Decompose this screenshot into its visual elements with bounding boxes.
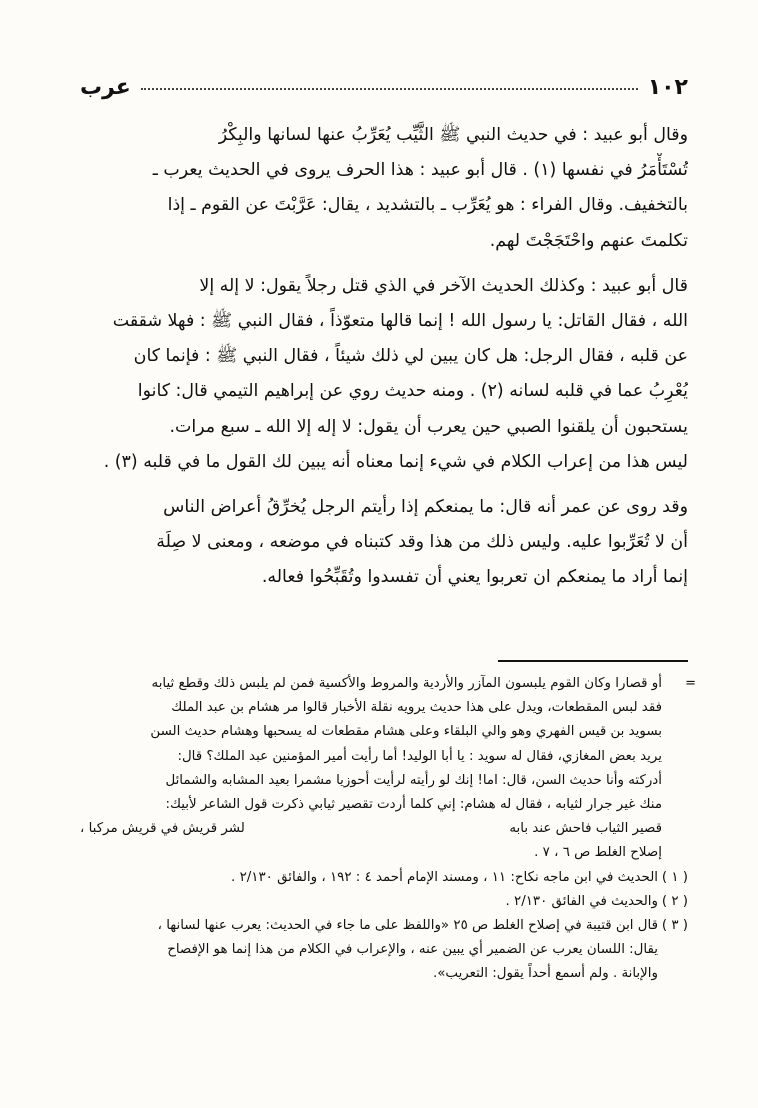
- paragraph-1: [80, 118, 688, 259]
- paragraph-2: [80, 269, 688, 480]
- footnote-line: أدركته وأنا حديث السن، قال: اما! إنك لو رأيته لرأيت أحوزيا مشمرا بعيد المشابه والشمائل: [165, 772, 662, 788]
- text-line: عن قلبه ، فقال الرجل: هل كان يبين لي ذلك شيئاً ، فقال النبي ﷺ : فإنما كان: [133, 346, 688, 367]
- footnote-line: بسويد بن قيس الفهري وهو والي البلقاء وعلى هشام مقطعات له يسحبها وهشام حديث السن: [150, 724, 662, 740]
- footnote-line: والحديث في الفائق ٢/١٣٠ .: [505, 893, 658, 909]
- footnote-continuation: [80, 672, 696, 866]
- page-number: ١٠٢: [647, 74, 688, 100]
- footnote-3: [80, 914, 688, 987]
- footnote-line: والإبانة . ولم أسمع أحداً يقول: التعريب».: [432, 966, 658, 982]
- footnote-line: فقد لبس المقطعات، ويدل على هذا حديث يرويه نقلة الأخبار قالوا مر هشام بن عبد الملك: [171, 700, 662, 716]
- text-line: الله ، فقال القاتل: يا رسول الله ! إنما قالها متعوّذاً ، فقال النبي ﷺ : فهلا شققت: [112, 311, 688, 332]
- footnote-1: [80, 866, 688, 890]
- page: [80, 0, 696, 1108]
- continuation-end: [80, 841, 688, 865]
- footnotes: [80, 672, 696, 987]
- footnote-line: يريد بعض المغازي، فقال له سويد : يا أبا الوليد! أما رأيت أمير المؤمنين عبد الملك؟ قال:: [177, 748, 662, 764]
- verse-second-hemistich: لشر قريش في قريش مركبا ،: [80, 821, 245, 837]
- footnote-number: ( ٢ ): [661, 893, 688, 909]
- paragraph-3: [80, 490, 688, 596]
- footnote-body: [80, 914, 658, 987]
- header-dotted-leader: [141, 88, 638, 90]
- footnote-line: الحديث في ابن ماجه نكاح: ١١ ، ومسند الإمام أحمد ٤ : ١٩٢ ، والفائق ٢/١٣٠ .: [231, 869, 658, 885]
- verse-first-hemistich: قصير الثياب فاحش عند بابه: [509, 821, 662, 837]
- footnote-separator-rule: [498, 660, 688, 662]
- continuation-mark: =: [685, 676, 696, 691]
- footnote-2: [80, 890, 688, 914]
- text-line: بالتخفيف. وقال الفراء : هو يُعَرِّب ـ بالتشديد ، يقال: عَرَّبْتَ عن القوم ـ إذا: [167, 195, 688, 216]
- footnote-line: يقال: اللسان يعرب عن الضمير أي يبين عنه ، والإعراب في الكلام من هذا إنما هو الإفصاح: [167, 942, 658, 958]
- main-text: [80, 118, 688, 606]
- footnote-body: [80, 866, 658, 890]
- footnote-line: قال ابن قتيبة في إصلاح الغلط ص ٢٥ «واللفظ على ما جاء في الحديث: يعرب عنها لسانها ،: [157, 918, 658, 934]
- footnote-number: ( ٣ ): [661, 918, 688, 934]
- text-line: يستحبون أن يلقنوا الصبي حين يعرب أن يقول: لا إله إلا الله ـ سبع مرات.: [169, 416, 688, 437]
- text-line: قال أبو عبيد : وكذلك الحديث الآخر في الذي قتل رجلاً يقول: لا إله إلا: [199, 275, 688, 296]
- text-line: وقد روى عن عمر أنه قال: ما يمنعكم إذا رأيتم الرجل يُخرِّقُ أعراض الناس: [163, 497, 688, 518]
- poetry-verse: [80, 817, 688, 841]
- text-line: ليس هذا من إعراب الكلام في شيء إنما معناه أنه يبين لك القول ما في قلبه (٣) .: [103, 451, 688, 472]
- text-line: إنما أراد ما يمنعكم ان تعربوا يعني أن تفسدوا وتُقَبِّحُوا فعاله.: [261, 567, 688, 588]
- footnote-line: إصلاح الغلط ص ٦ ، ٧ .: [534, 845, 662, 861]
- continuation-text: [80, 672, 688, 817]
- running-header: [80, 72, 688, 102]
- text-line: وقال أبو عبيد : في حديث النبي ﷺ الثَّيِّب يُعَرِّبُ عنها لسانها والبِكْرُ: [218, 125, 688, 145]
- text-line: يُعْرِبُ عما في قلبه لسانه (٢) . ومنه حديث روي عن إبراهيم التيمي قال: كانوا: [137, 381, 688, 402]
- text-line: تكلمتَ عنهم واحْتَجَجْتَ لهم.: [489, 230, 688, 251]
- footnote-line: منك غير جرار لثيابه ، فقال له هشام: إني كلما أردت تقصير ثيابي ذكرت قول الشاعر لأبيك:: [165, 797, 662, 813]
- footnote-number: ( ١ ): [661, 869, 688, 885]
- footnote-body: [80, 890, 658, 914]
- footnote-line: أو قصارا وكان القوم يلبسون المآزر والأردية والمروط والأكسية فمن لم يلبس ذلك وقطع ثيابه: [151, 676, 662, 691]
- text-line: أن لا تُعَرِّبوا عليه. وليس ذلك من هذا وقد كتبناه في موضعه ، ومعنى لا صِلَة: [156, 532, 688, 553]
- running-head-word: عرب: [80, 74, 131, 100]
- text-line: تُسْتَأْمَرُ في نفسها (١) . قال أبو عبيد : هذا الحرف يروى في الحديث يعرب ـ: [152, 160, 688, 181]
